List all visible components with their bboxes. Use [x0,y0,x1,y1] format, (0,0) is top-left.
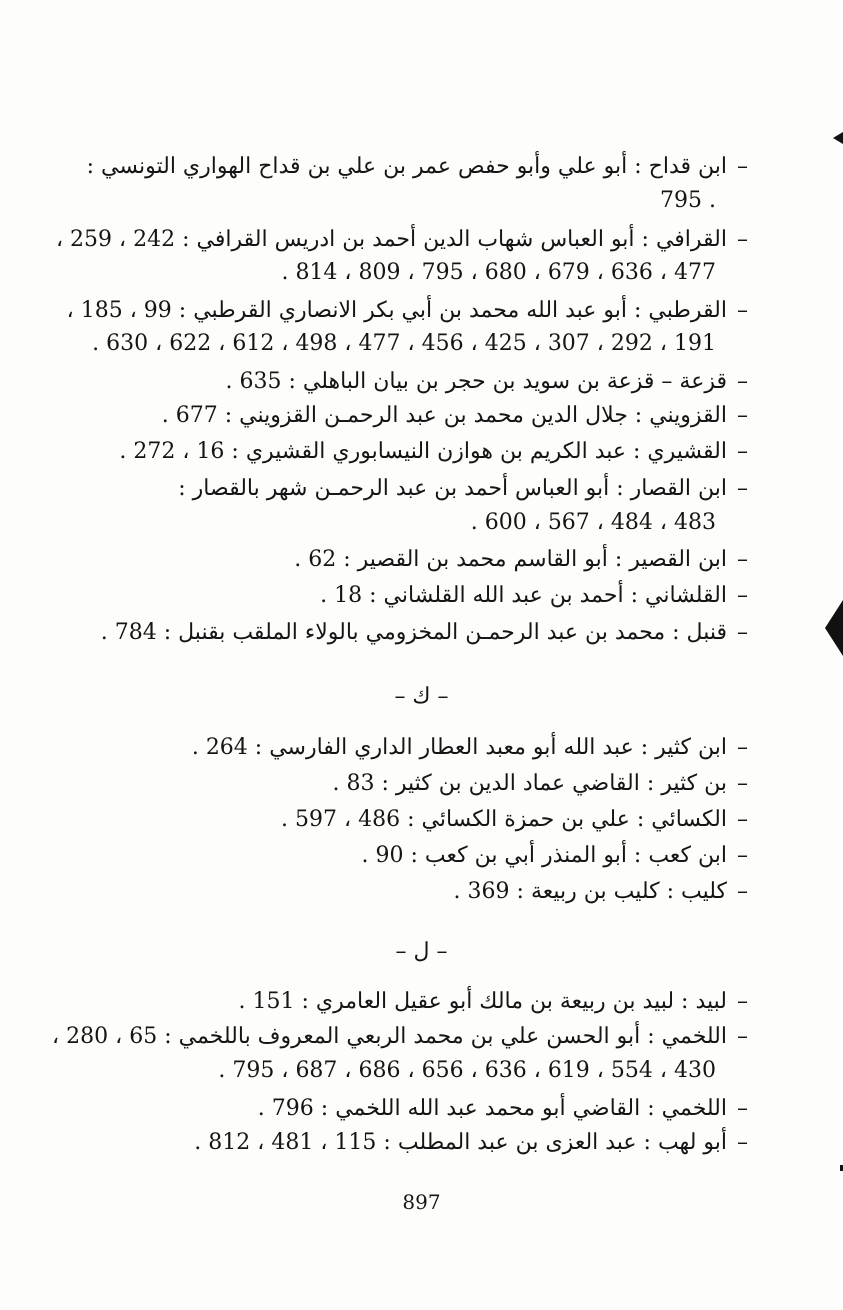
entry-dash: – [737,403,748,428]
entry-dash: – [737,843,748,868]
entry-text: ابن كعب : أبو المنذر أبي بن كعب : 90 . [361,843,727,868]
scan-edge-mark [825,600,843,656]
entry-dash: – [737,369,748,394]
entry-line [194,1128,748,1158]
entry-text: القلشاني : أحمد بن عبد الله القلشاني : 18 . [320,583,727,608]
entry-dash: – [737,154,748,179]
entry-text: قنبل : محمد بن عبد الرحمـن المخزومي بالولاء الملقب بقنبل : 784 . [100,620,727,645]
entry-dash: – [737,439,748,464]
entry-line [119,437,748,467]
entry-dash: – [737,547,748,572]
entry-dash: – [737,989,748,1014]
entry-continuation: . 795 [660,188,716,213]
entry-dash: – [737,807,748,832]
entry-text: كليب : كليب بن ربيعة : 369 . [453,879,727,904]
entry-text: ابن قداح : أبو علي وأبو حفص عمر بن علي بن قداح الهواري التونسي : [86,154,727,179]
entry-line [52,1022,748,1052]
entry-continuation: 477 ، 636 ، 679 ، 680 ، 795 ، 809 ، 814 . [281,260,716,285]
entry-line [101,618,748,648]
entry-line [454,877,748,907]
entry-text: اللخمي : أبو الحسن علي بن محمد الربعي المعروف باللخمي : 65 ، 280 ، [52,1024,727,1049]
entry-text: الكسائي : علي بن حمزة الكسائي : 486 ، 597 . [281,807,727,832]
entry-dash: – [737,771,748,796]
entry-text: بن كثير : القاضي عماد الدين بن كثير : 83 . [332,771,727,796]
entry-line [281,805,748,835]
entry-dash: – [737,735,748,760]
entry-dash: – [737,1024,748,1049]
entry-dash: – [737,476,748,501]
entry-continuation: 483 ، 484 ، 567 ، 600 . [470,510,716,535]
entry-dash: – [737,1130,748,1155]
entry-text: ابن كثير : عبد الله أبو معبد العطار الداري الفارسي : 264 . [191,735,727,760]
entry-text: لبيد : لبيد بن ربيعة بن مالك أبو عقيل العامري : 151 . [238,989,727,1014]
entry-line [67,296,748,326]
entry-line [361,841,748,871]
entry-text: ابن القصير : أبو القاسم محمد بن القصير : 62 . [294,547,727,572]
entry-line [332,769,748,799]
entry-line [178,474,748,504]
entry-line [238,987,748,1017]
entry-continuation: 191 ، 292 ، 307 ، 425 ، 456 ، 477 ، 498 ، 612 ، 622 ، 630 . [92,331,716,356]
entry-line [56,225,748,255]
entry-text: أبو لهب : عبد العزى بن عبد المطلب : 115 ، 481 ، 812 . [194,1130,727,1155]
entry-dash: – [737,583,748,608]
entry-line [225,367,748,397]
entry-text: القرطبي : أبو عبد الله محمد بن أبي بكر الانصاري القرطبي : 99 ، 185 ، [66,298,727,323]
entry-text: القشيري : عبد الكريم بن هوازن النيسابوري القشيري : 16 ، 272 . [119,439,727,464]
entry-line [320,581,748,611]
entry-line [294,545,748,575]
entry-text: القرافي : أبو العباس شهاب الدين أحمد بن ادريس القرافي : 242 ، 259 ، [55,227,727,252]
section-heading-lam: – ل – [395,939,448,964]
entry-dash: – [737,620,748,645]
scan-edge-mark [833,132,843,144]
entry-text: القزويني : جلال الدين محمد بن عبد الرحمـن القزويني : 677 . [161,403,727,428]
entry-line [192,733,748,763]
entry-continuation: 430 ، 554 ، 619 ، 636 ، 656 ، 686 ، 687 ، 795 . [218,1058,716,1083]
entry-dash: – [737,879,748,904]
entry-dash: – [737,227,748,252]
entry-line [258,1094,748,1124]
entry-line [87,152,748,182]
entry-text: قزعة – قزعة بن سويد بن حجر بن بيان الباهلي : 635 . [225,369,727,394]
entry-text: ابن القصار : أبو العباس أحمد بن عبد الرحمـن شهر بالقصار : [178,476,727,501]
section-heading-kaf: – ك – [394,684,449,709]
entry-dash: – [737,298,748,323]
entry-text: اللخمي : القاضي أبو محمد عبد الله اللخمي : 796 . [257,1096,727,1121]
page-number: 897 [402,1190,441,1214]
entry-line [162,401,748,431]
entry-dash: – [737,1096,748,1121]
